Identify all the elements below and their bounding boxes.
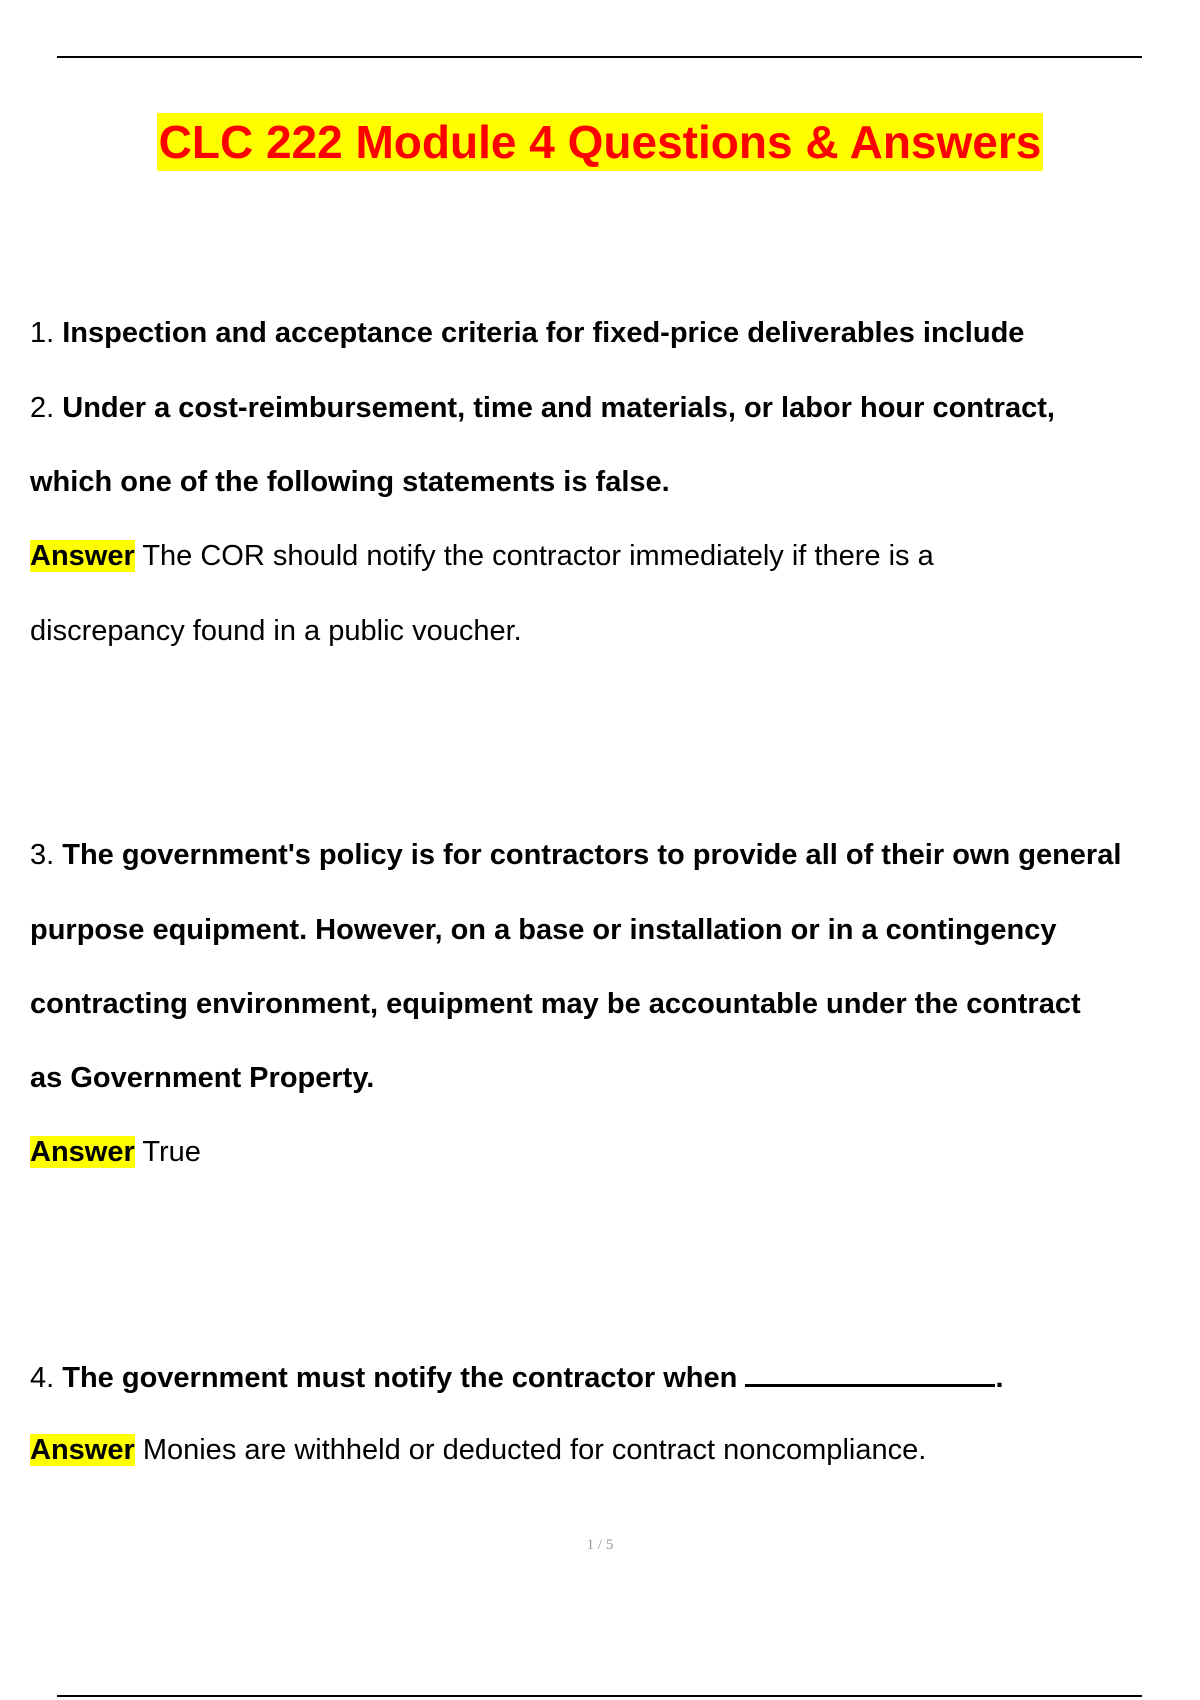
answer-3	[30, 1134, 201, 1170]
question-3-line-3	[30, 986, 1081, 1022]
question-1	[30, 315, 1024, 351]
question-2	[30, 390, 1055, 426]
answer-text: True	[142, 1136, 201, 1168]
question-3-line-4	[30, 1060, 374, 1096]
fill-in-blank	[745, 1358, 995, 1387]
question-3-line-2	[30, 912, 1056, 948]
answer-2	[30, 538, 934, 574]
title-container	[0, 113, 1200, 171]
question-text: which one of the following statements is false.	[30, 466, 670, 498]
question-4	[30, 1358, 1004, 1396]
question-text: The government's policy is for contractors to provide all of their own general	[62, 839, 1122, 871]
answer-2-continued	[30, 613, 522, 649]
page-indicator: 1 / 5	[586, 1537, 614, 1553]
answer-text: The COR should notify the contractor immediately if there is a	[142, 540, 934, 572]
answer-text: Monies are withheld or deducted for contract noncompliance.	[142, 1434, 927, 1466]
answer-label: Answer	[30, 1434, 135, 1466]
question-text: as Government Property.	[30, 1062, 375, 1094]
question-text: Under a cost-reimbursement, time and materials, or labor hour contract,	[62, 392, 1055, 424]
question-number: 2.	[30, 392, 55, 424]
answer-label: Answer	[30, 540, 135, 572]
header-rule	[57, 56, 1142, 58]
question-suffix: .	[995, 1362, 1004, 1394]
question-text: purpose equipment. However, on a base or installation or in a contingency	[30, 914, 1057, 946]
answer-text: discrepancy found in a public voucher.	[30, 615, 522, 647]
document-title: CLC 222 Module 4 Questions & Answers	[157, 113, 1044, 171]
question-2-continued	[30, 464, 670, 500]
question-3	[30, 837, 1121, 873]
question-number: 4.	[30, 1362, 55, 1394]
answer-label: Answer	[30, 1136, 135, 1168]
question-text: Inspection and acceptance criteria for fixed-price deliverables include	[62, 317, 1025, 349]
question-number: 3.	[30, 839, 55, 871]
footer-rule	[57, 1695, 1142, 1697]
question-number: 1.	[30, 317, 55, 349]
question-text: contracting environment, equipment may be accountable under the contract	[30, 988, 1081, 1020]
answer-4	[30, 1432, 926, 1468]
question-text: The government must notify the contractor when	[62, 1362, 738, 1394]
